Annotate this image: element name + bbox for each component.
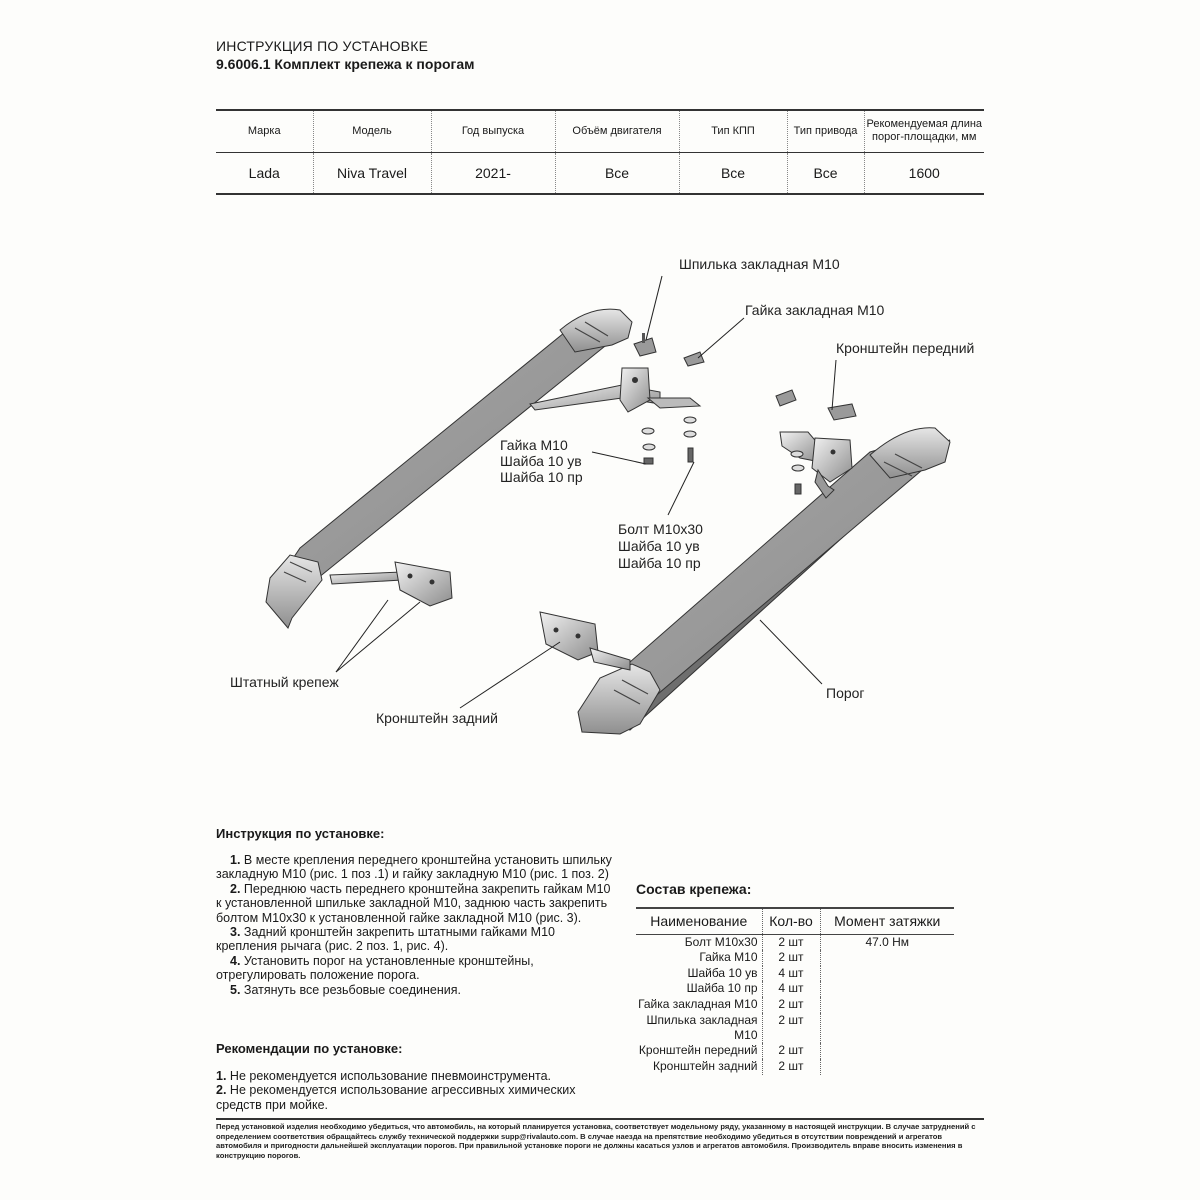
label-washer-uv-1: Шайба 10 ув — [500, 453, 582, 469]
comp-torque — [820, 1059, 954, 1075]
label-sill: Порог — [826, 685, 865, 701]
recommendation-item — [216, 1083, 616, 1112]
comp-qty: 4 шт — [762, 966, 820, 982]
spec-value-brand: Lada — [248, 164, 280, 181]
instruction-step — [216, 954, 616, 983]
comp-torque — [820, 997, 954, 1013]
step-text: В месте крепления переднего кронштейна установить шпильку закладную М10 (рис. 1 поз .1) и гайку закладную М10 (рис. 1 поз. 2) — [216, 853, 612, 882]
label-washer-uv-2: Шайба 10 ув — [618, 538, 700, 554]
comp-header-name: Наименование — [636, 908, 762, 934]
spec-header-brand: Марка — [247, 124, 281, 137]
label-rear-bracket: Кронштейн задний — [376, 710, 498, 726]
comp-name: Болт М10х30 — [636, 934, 762, 950]
comp-torque — [820, 966, 954, 982]
instruction-step — [216, 853, 616, 882]
comp-name: Кронштейн задний — [636, 1059, 762, 1075]
spec-value-length: 1600 — [864, 152, 984, 194]
instruction-step — [216, 882, 616, 925]
label-standard-fastener: Штатный крепеж — [230, 674, 339, 690]
footer-disclaimer: Перед установкой изделия необходимо убедиться, что автомобиль, на который планируется установка, соответствует модельному ряду, указанному в настоящей инструкции. В случае затруднений с определением соответствия обращайтесь службу технической поддержки supp@rivalauto.com. В случае наезда на препятствие необходимо убедиться в отсутствии повреждений и агрегатов автомобиля и пригодности дальнейшей эксплуатации порогов. При правильной установке пороги не должны касаться узлов и агрегатов автомобиля. Производитель вправе вносить изменения в конструкцию порогов. — [216, 1122, 976, 1160]
comp-torque — [820, 1043, 954, 1059]
comp-name: Гайка М10 — [636, 950, 762, 966]
label-washer-pr-1: Шайба 10 пр — [500, 469, 583, 485]
comp-qty: 2 шт — [762, 934, 820, 950]
comp-header-qty: Кол-во — [762, 908, 820, 934]
instructions-heading: Инструкция по установке: — [216, 826, 385, 841]
step-number: 1. — [230, 853, 241, 867]
comp-qty: 2 шт — [762, 1043, 820, 1059]
comp-qty: 2 шт — [762, 950, 820, 966]
right-rear-bracket — [540, 612, 630, 670]
recommendations-list — [216, 1069, 616, 1112]
exploded-view-diagram — [0, 230, 1200, 790]
table-row — [636, 950, 954, 966]
rec-text: Не рекомендуется использование агрессивных химических средств при мойке. — [216, 1083, 576, 1112]
composition-heading: Состав крепежа: — [636, 881, 752, 897]
comp-qty: 2 шт — [762, 1059, 820, 1075]
rec-number: 2. — [216, 1083, 227, 1098]
comp-qty: 4 шт — [762, 981, 820, 997]
spec-value-model: Niva Travel — [313, 152, 431, 194]
comp-name: Гайка закладная М10 — [636, 997, 762, 1013]
step-text: Затянуть все резьбовые соединения. — [240, 982, 461, 997]
label-stud: Шпилька закладная М10 — [679, 256, 840, 272]
recommendation-item — [216, 1069, 616, 1083]
left-rear-bracket — [330, 562, 452, 606]
spec-value-year: 2021- — [431, 152, 555, 194]
spec-header-model: Модель — [313, 110, 431, 152]
label-front-bracket: Кронштейн передний — [836, 340, 975, 356]
spec-value-engine: Все — [555, 152, 679, 194]
instructions-steps — [216, 853, 616, 997]
comp-torque — [820, 950, 954, 966]
table-row — [636, 966, 954, 982]
spec-table-header-row — [216, 110, 984, 152]
label-washer-pr-2: Шайба 10 пр — [618, 555, 701, 571]
step-number: 4. — [230, 953, 241, 968]
comp-torque: 47.0 Нм — [865, 934, 910, 949]
comp-torque — [820, 981, 954, 997]
spec-header-drive: Тип привода — [787, 110, 864, 152]
rec-number: 1. — [216, 1069, 227, 1083]
spec-value-drive: Все — [787, 152, 864, 194]
right-sill — [578, 428, 950, 734]
document-subtitle: 9.6006.1 Комплект крепежа к порогам — [216, 56, 475, 72]
document-title: ИНСТРУКЦИЯ ПО УСТАНОВКЕ — [216, 38, 429, 54]
step-text: Установить порог на установленные кронштейны, отрегулировать положение порога. — [216, 953, 534, 983]
table-row — [636, 997, 954, 1013]
step-number: 3. — [230, 925, 241, 940]
label-bolt-m10x30: Болт М10х30 — [618, 521, 703, 537]
spec-table-value-row — [216, 152, 984, 194]
table-row — [636, 934, 954, 950]
table-row — [636, 1059, 954, 1075]
footer-divider — [216, 1118, 984, 1120]
spec-header-year: Год выпуска — [431, 110, 555, 152]
label-embedded-nut: Гайка закладная М10 — [745, 302, 885, 318]
comp-name: Шайба 10 пр — [636, 981, 762, 997]
table-row — [636, 1043, 954, 1059]
comp-qty: 2 шт — [762, 1013, 820, 1043]
comp-header-torque: Момент затяжки — [820, 908, 954, 934]
rec-text: Не рекомендуется использование пневмоинструмента. — [226, 1069, 551, 1083]
spec-header-gearbox: Тип КПП — [679, 110, 787, 152]
vehicle-spec-table — [216, 109, 984, 195]
step-text: Задний кронштейн закрепить штатными гайками М10 крепления рычага (рис. 2 поз. 1, рис. 4). — [216, 925, 555, 954]
comp-qty: 2 шт — [762, 997, 820, 1013]
spec-header-engine: Объём двигателя — [555, 110, 679, 152]
spec-value-gearbox: Все — [679, 152, 787, 194]
composition-header-row — [636, 908, 954, 934]
table-row — [636, 981, 954, 997]
step-text: Переднюю часть переднего кронштейна закрепить гайкам М10 к установленной шпильке закладной М10, заднюю часть закрепить болтом М10х30 к установленной гайке закладной М10 (рис. 3). — [216, 881, 611, 925]
step-number: 5. — [230, 982, 241, 997]
step-number: 2. — [230, 881, 241, 896]
comp-name: Кронштейн передний — [636, 1043, 762, 1059]
comp-name: Шпилька закладная М10 — [636, 1013, 762, 1043]
recommendations-heading: Рекомендации по установке: — [216, 1041, 403, 1056]
instruction-step — [216, 925, 616, 954]
comp-name: Шайба 10 ув — [636, 966, 762, 982]
comp-torque — [820, 1013, 954, 1043]
composition-table — [636, 907, 954, 1075]
spec-header-length: Рекомендуемая длина порог-площадки, мм — [864, 110, 984, 152]
table-row — [636, 1013, 954, 1043]
label-nut-m10: Гайка М10 — [500, 437, 568, 453]
instruction-step — [216, 983, 616, 997]
